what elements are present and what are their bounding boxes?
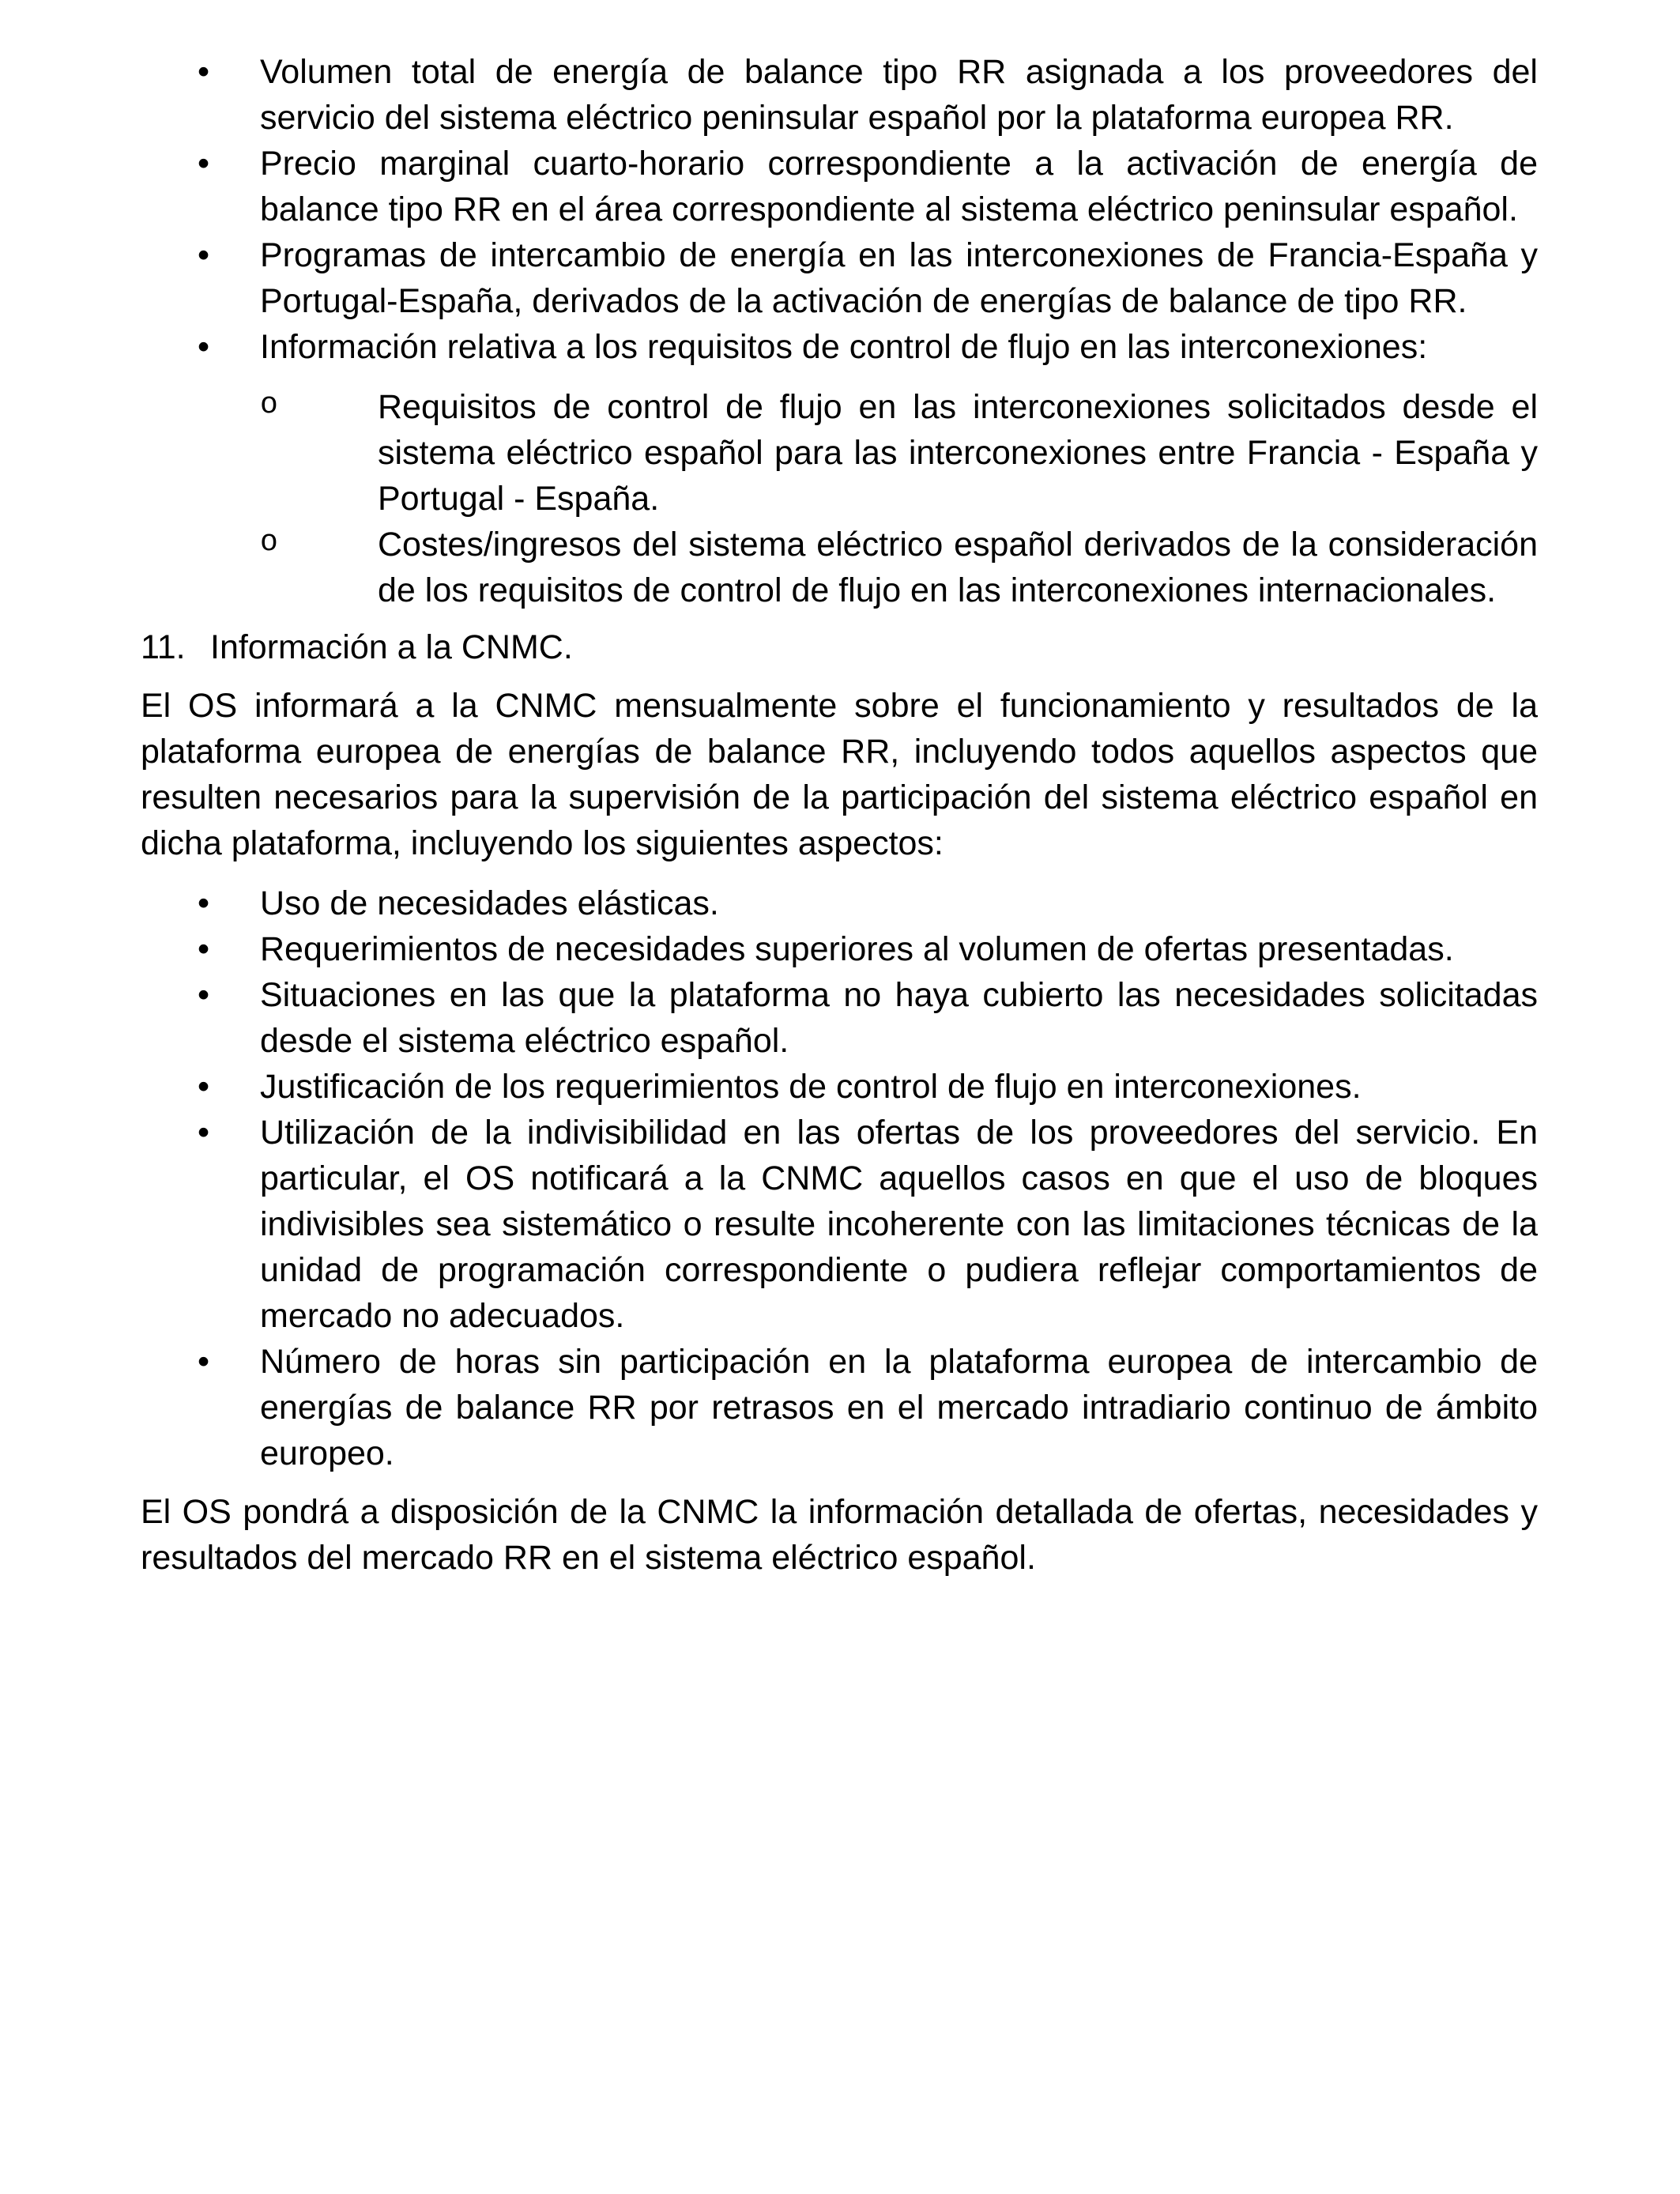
bullet-marker: • [198,236,210,274]
sub-list-item [260,384,1538,522]
list-item [141,1064,1538,1110]
list-item [141,324,1538,613]
document-page [141,49,1538,1581]
bullet-marker: • [198,930,210,968]
sub-bullet-list-flow-control [260,384,1538,613]
list-item [141,1110,1538,1339]
closing-paragraph: El OS pondrá a disposición de la CNMC la información detallada de ofertas, necesidades y resultados del mercado RR en el sistema eléctrico español. [141,1493,1538,1577]
list-item [141,49,1538,141]
list-item-text: Volumen total de energía de balance tipo RR asignada a los proveedores del servicio del sistema eléctrico peninsular español por la plataforma europea RR. [260,53,1538,137]
section-heading [141,624,1538,670]
sub-bullet-marker: o [260,388,278,422]
section-title: Información a la CNMC. [210,628,573,666]
list-item-text: Situaciones en las que la plataforma no haya cubierto las necesidades solicitadas desde el sistema eléctrico español. [260,976,1538,1060]
sub-list-item-text: Requisitos de control de flujo en las interconexiones solicitados desde el sistema eléctrico español para las interconexiones entre Francia - España y Portugal - España. [378,388,1538,518]
intro-paragraph: El OS informará a la CNMC mensualmente sobre el funcionamiento y resultados de la plataforma europea de energías de balance RR, incluyendo todos aquellos aspectos que resulten necesarios para la supervisión de la participación del sistema eléctrico español en dicha plataforma, incluyendo los siguientes aspectos: [141,687,1538,862]
list-item [141,972,1538,1064]
list-item-text: Precio marginal cuarto-horario correspondiente a la activación de energía de balance tipo RR en el área correspondiente al sistema eléctrico peninsular español. [260,145,1538,228]
list-item-text: Información relativa a los requisitos de control de flujo en las interconexiones: [260,328,1428,366]
sub-bullet-marker: o [260,526,278,560]
bullet-list-rr-information [141,49,1538,613]
bullet-marker: • [198,145,210,183]
sub-list-item [260,522,1538,613]
list-item-text: Número de horas sin participación en la plataforma europea de intercambio de energías de balance RR por retrasos en el mercado intradiario continuo de ámbito europeo. [260,1343,1538,1472]
bullet-marker: • [198,1068,210,1106]
list-item-text: Programas de intercambio de energía en las interconexiones de Francia-España y Portugal-España, derivados de la activación de energías de balance de tipo RR. [260,236,1538,320]
bullet-marker: • [198,1343,210,1381]
list-item-text: Requerimientos de necesidades superiores al volumen de ofertas presentadas. [260,930,1454,968]
section-number: 11. [141,628,186,666]
bullet-list-cnmc-aspects [141,880,1538,1476]
list-item [141,232,1538,324]
bullet-marker: • [198,1114,210,1152]
list-item [141,880,1538,926]
bullet-marker: • [198,884,210,922]
list-item-text: Utilización de la indivisibilidad en las ofertas de los proveedores del servicio. En particular, el OS notificará a la CNMC aquellos casos en que el uso de bloques indivisibles sea sistemático o resulte incoherente con las limitaciones técnicas de la unidad de programación correspondiente o pudiera reflejar comportamientos de mercado no adecuados. [260,1114,1538,1335]
list-item [141,1339,1538,1476]
list-item [141,926,1538,972]
sub-list-item-text: Costes/ingresos del sistema eléctrico español derivados de la consideración de los requisitos de control de flujo en las interconexiones internacionales. [378,526,1538,609]
bullet-marker: • [198,53,210,91]
list-item-text: Justificación de los requerimientos de control de flujo en interconexiones. [260,1068,1362,1106]
bullet-marker: • [198,976,210,1014]
list-item [141,141,1538,232]
bullet-marker: • [198,328,210,366]
list-item-text: Uso de necesidades elásticas. [260,884,719,922]
